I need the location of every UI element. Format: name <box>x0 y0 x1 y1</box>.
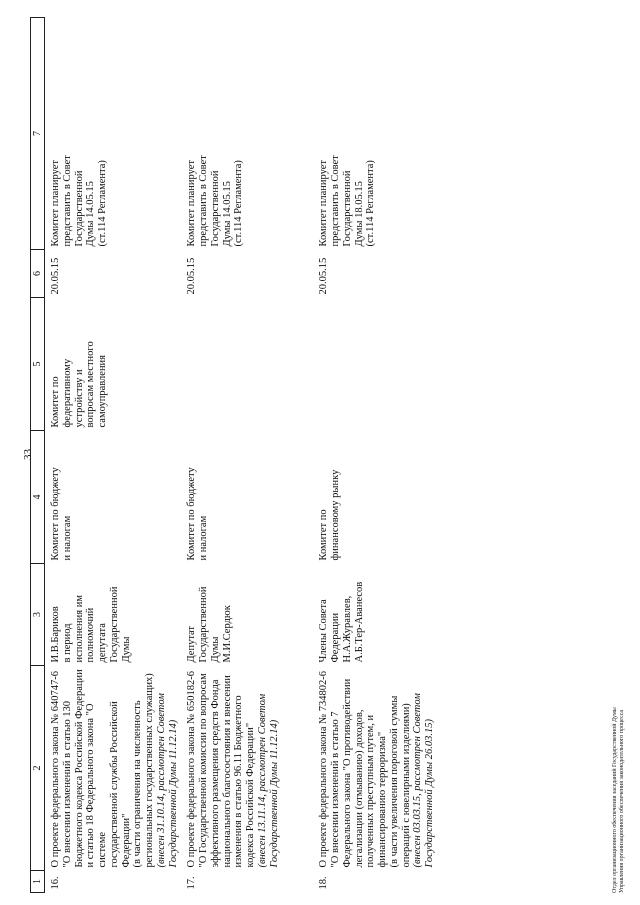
plan-note: Комитет планирует представить в Совет Государственной Думы 18.05.15 (ст.114 Регламента) <box>318 155 377 247</box>
plan-note: Комитет планирует представить в Совет Государственной Думы 14.05.15 (ст.114 Регламента) <box>186 155 245 247</box>
table-row <box>313 18 440 893</box>
table-row <box>181 18 313 893</box>
responsible-committee: Комитет по бюджету и налогам <box>50 467 73 561</box>
bill-author: И.В.Бариков в период исполнения им полномочий депутата Государственной Думы <box>50 586 132 663</box>
column-number: 3 <box>31 564 45 666</box>
column-number: 7 <box>31 18 45 250</box>
row-number: 17. <box>186 876 198 890</box>
bill-author: Депутат Государственной Думы М.И.Сердюк <box>186 586 233 663</box>
column-number-row <box>31 18 45 893</box>
column-number: 6 <box>31 250 45 298</box>
responsible-committee: Комитет по финансовому рынку <box>318 469 342 561</box>
column-number: 1 <box>31 871 45 893</box>
table-row <box>45 18 182 893</box>
footer-department: Отдел организационного обеспечения заседаний Государственной Думы Управления организационного обеспечения законодательного процесса <box>612 707 626 893</box>
deadline-date: 20.05.15 <box>318 257 330 295</box>
bill-title: О проекте федерального закона № 734802-6 <box>318 670 330 868</box>
bill-title: О проекте федерального закона № 650182-6 <box>186 670 198 868</box>
bill-author: Члены Совета Федерации Н.А.Журавлев, А.Б.Тер-Аванесов <box>318 581 365 663</box>
bill-note: (внесен 31.10.14, рассмотрен Советом Государственной Думы 11.12.14) <box>155 693 179 868</box>
column-number: 4 <box>31 431 45 564</box>
bill-cell <box>181 666 313 871</box>
bill-cell <box>313 666 440 871</box>
deadline-date: 20.05.15 <box>186 257 198 295</box>
deadline-date: 20.05.15 <box>50 257 62 295</box>
column-number: 2 <box>31 666 45 871</box>
row-number: 18. <box>318 876 330 890</box>
page-number: 33 <box>22 449 34 460</box>
column-number: 5 <box>31 298 45 431</box>
plan-note: Комитет планирует представить в Совет Государственной Думы 14.05.15 (ст.114 Регламента) <box>50 155 109 247</box>
co-executor-committee <box>313 298 440 431</box>
responsible-committee: Комитет по бюджету и налогам <box>186 467 210 561</box>
bill-title: О проекте федерального закона № 640747-6 <box>50 670 62 868</box>
bill-note: (внесен 03.03.15, рассмотрен Советом Государственной Думы 26.03.15) <box>412 693 436 868</box>
agenda-table <box>30 17 440 893</box>
row-number: 16. <box>50 876 62 890</box>
co-executor-committee <box>181 298 313 431</box>
bill-description: "О внесении изменений в статью 7 Федерального закона "О противодействии легализации (отмыванию) доходов, полученных преступным путем, и финансированию терроризма" (в части увеличения пороговой суммы операций с ювелирными изделиями) <box>330 678 412 868</box>
co-executor-committee: Комитет по федеративному устройству и вопросам местного самоуправления <box>50 341 109 428</box>
bill-note: (внесен 13.11.14, рассмотрен Советом Государственной Думы 11.12.14) <box>256 693 280 868</box>
bill-description: "О Государственной комиссии по вопросам эффективного размещения средств Фонда национального благосостояния и внесении изменения в статью 96.11 Бюджетного кодекса Российской Федерации" <box>198 673 257 868</box>
bill-description: "О внесении изменений в статью 130 Бюджетного кодекса Российской Федерации и статью 18 Федерального закона "О системе государственной службы Российской Федерации" (в части ограничения на численность региональных государственных служащих) <box>61 669 156 868</box>
bill-cell <box>45 666 182 871</box>
